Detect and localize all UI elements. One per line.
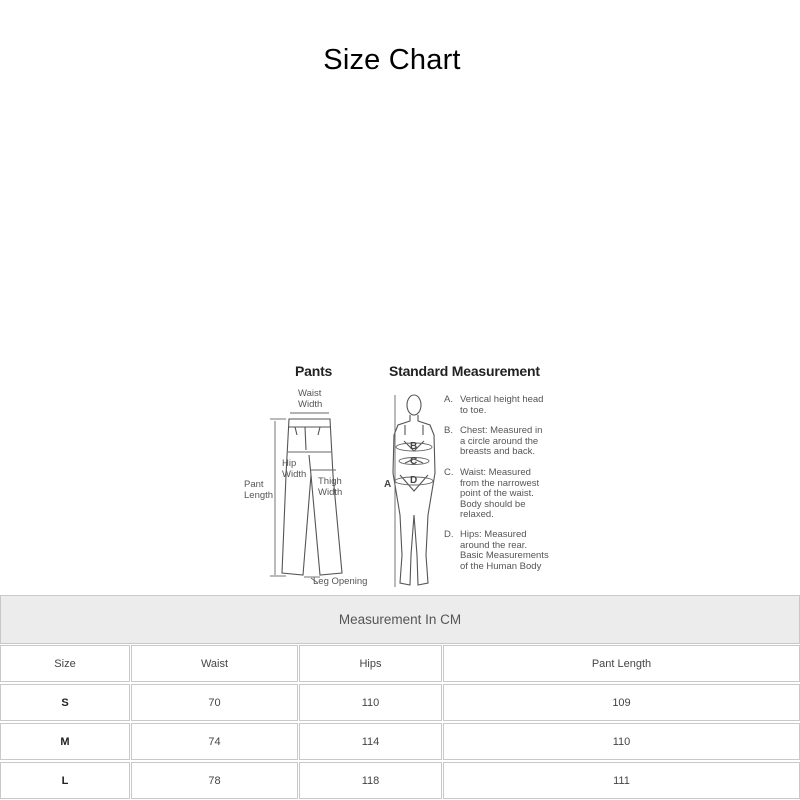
size-table: [0, 595, 800, 800]
body-letter-d: D: [410, 475, 418, 486]
table-row-size: S: [0, 684, 130, 721]
table-row-size: L: [0, 762, 130, 799]
hip-width-label: Hip Width: [282, 458, 307, 480]
table-cell-waist: 70: [131, 684, 298, 721]
table-caption: Measurement In CM: [0, 595, 800, 644]
table-cell-waist: 78: [131, 762, 298, 799]
table-cell-waist: 74: [131, 723, 298, 760]
leg-opening-label: Leg Opening: [313, 576, 368, 587]
table-cell-hips: 110: [299, 684, 442, 721]
measurement-diagram: [0, 355, 800, 595]
header-pant-length: Pant Length: [443, 645, 800, 682]
note-d: D. Hips: Measured around the rear. Basic Measurements of the Human Body: [444, 529, 549, 572]
body-figure: [393, 395, 435, 585]
thigh-width-label: Thigh Width: [318, 476, 343, 498]
body-letter-a: A: [384, 479, 392, 490]
pants-title: Pants: [295, 363, 333, 379]
header-waist: Waist: [131, 645, 298, 682]
header-size: Size: [0, 645, 130, 682]
table-cell-pant-length: 109: [443, 684, 800, 721]
standard-measurement-title: Standard Measurement: [389, 363, 540, 379]
table-cell-pant-length: 110: [443, 723, 800, 760]
page-title: Size Chart: [323, 44, 461, 76]
table-cell-hips: 118: [299, 762, 442, 799]
pants-arrows: [270, 413, 336, 583]
table-cell-hips: 114: [299, 723, 442, 760]
note-b: B. Chest: Measured in a circle around the breasts and back.: [444, 425, 543, 457]
pant-length-label: Pant Length: [244, 479, 274, 501]
table-row-size: M: [0, 723, 130, 760]
note-c: C. Waist: Measured from the narrowest point of the waist. Body should be relaxed.: [444, 467, 540, 520]
header-hips: Hips: [299, 645, 442, 682]
waist-width-label: Waist Width: [298, 388, 323, 410]
body-letter-c: C: [410, 456, 418, 467]
table-cell-pant-length: 111: [443, 762, 800, 799]
body-letter-b: B: [410, 441, 418, 452]
measurement-illustration: [0, 355, 800, 595]
note-a: A. Vertical height head to toe.: [444, 394, 544, 416]
